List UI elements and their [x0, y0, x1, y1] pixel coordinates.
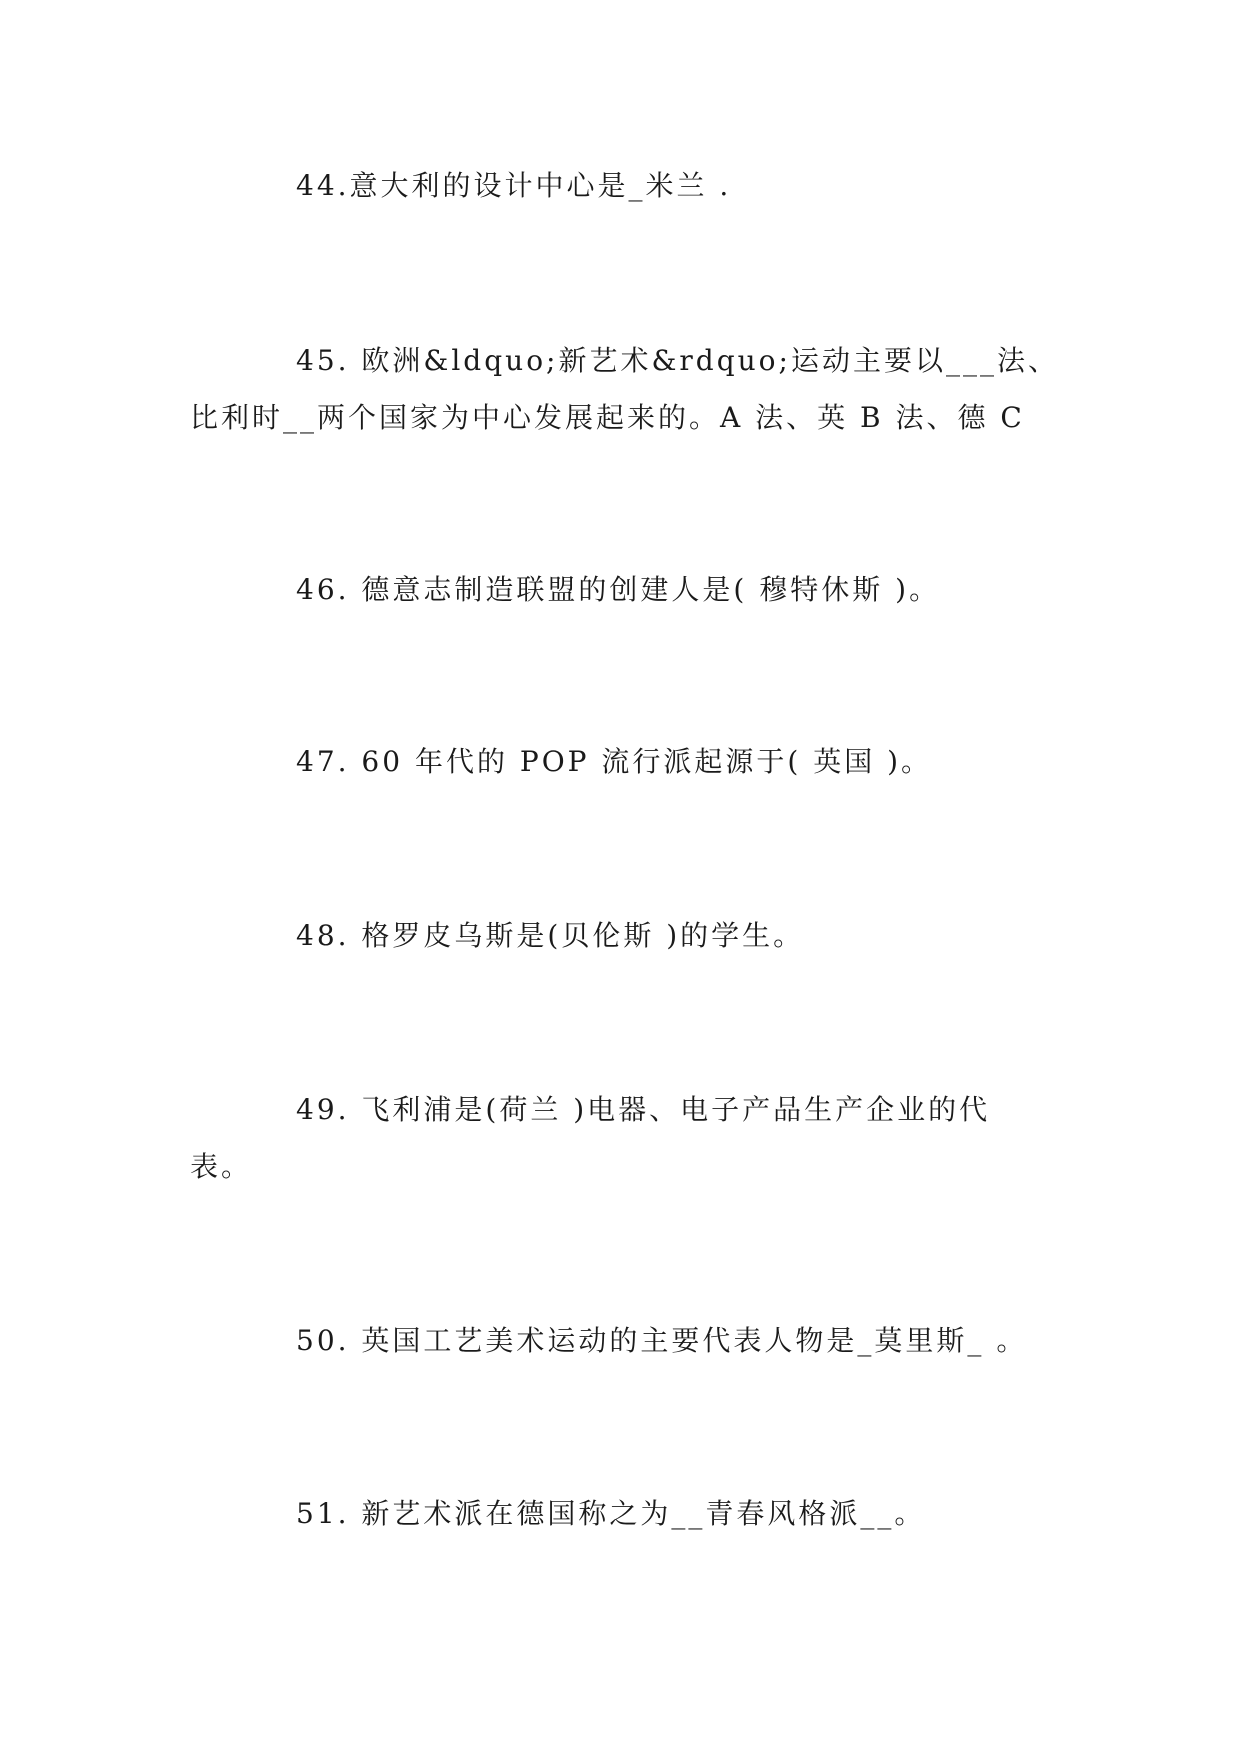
question-45: 45. 欧洲&ldquo;新艺术&rdquo;运动主要以___法、 — [296, 344, 1059, 377]
question-50: 50. 英国工艺美术运动的主要代表人物是_莫里斯_ 。 — [296, 1324, 1028, 1357]
question-48: 48. 格罗皮乌斯是(贝伦斯 )的学生。 — [296, 919, 805, 952]
question-49: 49. 飞利浦是(荷兰 )电器、电子产品生产企业的代 — [296, 1093, 991, 1126]
question-47: 47. 60 年代的 POP 流行派起源于( 英国 )。 — [296, 745, 933, 778]
question-49-continuation: 表。 — [190, 1150, 253, 1183]
question-44: 44.意大利的设计中心是_米兰 . — [296, 169, 732, 202]
question-51: 51. 新艺术派在德国称之为__青春风格派__。 — [296, 1497, 926, 1530]
question-45-continuation: 比利时__两个国家为中心发展起来的。A 法、英 B 法、德 C — [190, 401, 1025, 434]
question-46: 46. 德意志制造联盟的创建人是( 穆特休斯 )。 — [296, 573, 941, 606]
